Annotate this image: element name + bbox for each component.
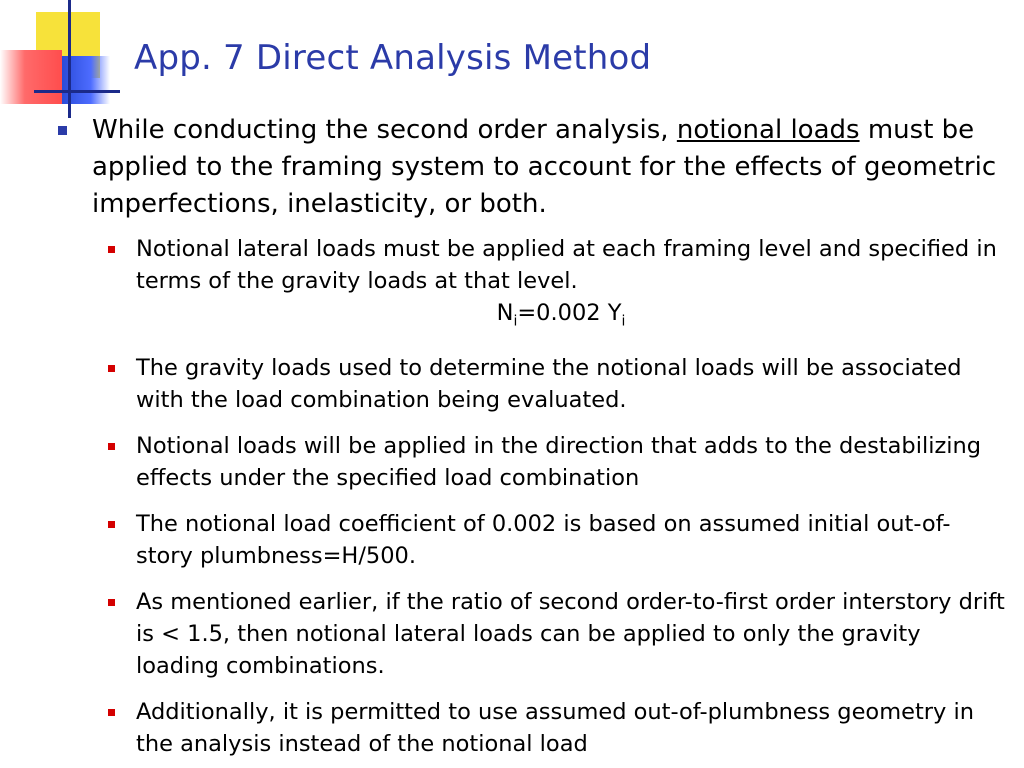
sub-bullet-text: Notional loads will be applied in the direction that adds to the destabilizing effects under the specified load combination [136, 432, 982, 491]
red-square-bullet-icon [108, 246, 115, 253]
red-square-bullet-icon [108, 521, 115, 528]
red-square-bullet-icon [108, 709, 115, 716]
corner-logo [0, 0, 140, 130]
logo-vertical-line [68, 0, 71, 118]
notional-load-formula: $N_i=0.002$ $Y_i$ [496, 300, 626, 330]
logo-red-square [0, 50, 62, 104]
sub-bullet [136, 508, 1006, 572]
logo-horizontal-line [34, 90, 120, 93]
main-bullet-underlined: notional loads [676, 115, 860, 145]
red-square-bullet-icon [108, 365, 115, 372]
sub-bullet [136, 430, 1006, 494]
sub-bullet [136, 233, 1006, 338]
sub-bullet-text: The gravity loads used to determine the notional loads will be associated with the load combination being evaluated. [136, 354, 962, 413]
sub-bullet-text: Notional lateral loads must be applied at each framing level and specified in terms of the gravity loads at that level. [136, 236, 997, 294]
sub-bullet-text: As mentioned earlier, if the ratio of second order-to-first order interstory drift is < 1.5, then notional lateral loads can be applied to only the gravity loading combinations. [136, 588, 1005, 679]
slide-content [52, 112, 1005, 760]
main-bullet-text-after: must be applied to the framing system to account for the effects of geometric imperfections, inelasticity, or both. [92, 115, 997, 219]
square-bullet-icon [58, 126, 67, 135]
sub-bullet [136, 586, 1006, 682]
sub-bullet [136, 352, 1006, 416]
slide-title: App. 7 Direct Analysis Method [134, 38, 652, 78]
main-bullet-text-before: While conducting the second order analysis, [92, 115, 677, 145]
sub-bullet-text: Additionally, it is permitted to use assumed out-of-plumbness geometry in the analysis instead of the notional load [136, 698, 975, 757]
red-square-bullet-icon [108, 599, 115, 606]
sub-bullet [136, 696, 1006, 760]
red-square-bullet-icon [108, 443, 115, 450]
main-bullet [52, 112, 1002, 223]
sub-bullet-text: The notional load coefficient of 0.002 is based on assumed initial out-of-story plumbness=H/500. [136, 510, 951, 569]
